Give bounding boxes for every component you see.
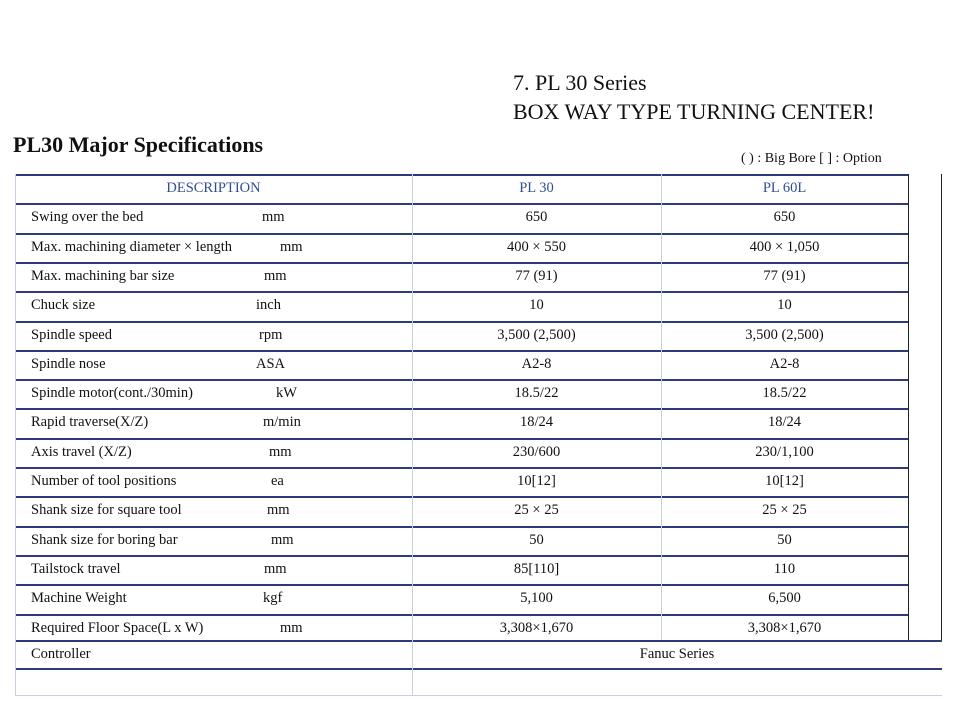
spec-unit: m/min	[263, 414, 301, 430]
spec-value-model-a: 18/24	[519, 414, 554, 430]
spec-value-model-b: 18.5/22	[762, 385, 807, 401]
spec-unit: ASA	[256, 356, 286, 372]
spec-value-model-a: A2-8	[521, 356, 552, 372]
table-row	[15, 350, 942, 379]
table-rule	[15, 379, 908, 381]
table-rule	[15, 350, 908, 352]
spec-label: Swing over the bed	[31, 209, 144, 225]
table-rule	[15, 438, 908, 440]
page-title: PL30 Major Specifications	[13, 132, 264, 157]
table-row	[15, 438, 942, 467]
spec-value-model-b: 650	[773, 209, 796, 225]
spec-value-model-a: 85[110]	[513, 561, 560, 577]
table-row	[15, 379, 942, 408]
table-row	[15, 233, 942, 262]
spec-value-model-b: 3,500 (2,500)	[745, 327, 824, 343]
spec-value-model-b: 400 × 1,050	[749, 239, 820, 255]
table-border-bottom	[15, 695, 942, 696]
spec-label: Machine Weight	[31, 590, 127, 606]
table-row	[15, 408, 942, 437]
spec-label: Spindle motor(cont./30min)	[31, 385, 193, 401]
document-heading	[513, 68, 874, 126]
spec-label: Number of tool positions	[31, 473, 177, 489]
spec-value-model-b: A2-8	[769, 356, 800, 372]
table-column-divider	[661, 174, 662, 640]
table-rule	[15, 321, 908, 323]
table-row	[15, 496, 942, 525]
spec-value-model-b: 77 (91)	[763, 268, 806, 284]
spec-value-model-b: 6,500	[768, 590, 801, 606]
spec-value-model-a: 18.5/22	[514, 385, 559, 401]
table-column-divider	[941, 174, 942, 640]
spec-unit: mm	[280, 239, 303, 255]
spec-table	[15, 174, 942, 696]
spec-unit: mm	[262, 209, 285, 225]
spec-value-model-a: 25 × 25	[514, 502, 559, 518]
spec-value-model-b: 10	[777, 297, 792, 313]
table-rule	[15, 408, 908, 410]
table-row	[15, 291, 942, 320]
spec-value-model-b: 10[12]	[765, 473, 804, 489]
header-model-b: PL 60L	[762, 180, 807, 196]
spec-value-model-a: 50	[529, 532, 544, 548]
table-rule	[15, 467, 908, 469]
spec-label: Tailstock travel	[31, 561, 121, 577]
table-rule	[15, 174, 908, 176]
table-rule	[15, 203, 908, 205]
spec-label: Max. machining diameter × length	[31, 239, 233, 255]
table-rule	[15, 640, 942, 642]
spec-label: Max. machining bar size	[31, 268, 175, 284]
spec-unit: ea	[271, 473, 284, 489]
table-rule	[15, 584, 908, 586]
table-rule	[15, 555, 908, 557]
spec-value-model-a: 77 (91)	[515, 268, 558, 284]
table-row	[15, 526, 942, 555]
spec-unit: kgf	[263, 590, 283, 606]
table-column-divider	[412, 174, 413, 696]
table-row	[15, 584, 942, 613]
spec-unit: kW	[276, 385, 297, 401]
table-rule	[15, 496, 908, 498]
spec-unit: mm	[264, 268, 287, 284]
spec-label: Shank size for boring bar	[31, 532, 178, 548]
spec-value-model-b: 25 × 25	[762, 502, 807, 518]
table-column-divider	[15, 174, 16, 696]
table-row	[15, 262, 942, 291]
table-header-row	[15, 174, 942, 203]
spec-value-model-a: 230/600	[512, 444, 561, 460]
table-row	[15, 614, 942, 643]
table-rule	[15, 233, 908, 235]
table-rule	[15, 614, 908, 616]
spec-value-model-a: 400 × 550	[507, 239, 566, 255]
spec-label: Shank size for square tool	[31, 502, 182, 518]
table-rule	[15, 291, 908, 293]
table-row	[15, 555, 942, 584]
table-row	[15, 467, 942, 496]
legend-note: ( ) : Big Bore [ ] : Option	[741, 151, 882, 166]
table-rule	[15, 526, 908, 528]
spec-value-model-b: 230/1,100	[755, 444, 814, 460]
controller-value: Fanuc Series	[639, 646, 715, 662]
header-description: DESCRIPTION	[166, 180, 261, 196]
spec-value-model-a: 650	[525, 209, 548, 225]
spec-label: Spindle speed	[31, 327, 112, 343]
spec-unit: mm	[264, 561, 287, 577]
spec-value-model-b: 3,308×1,670	[747, 620, 822, 636]
table-row	[15, 321, 942, 350]
spec-label: Axis travel (X/Z)	[31, 444, 132, 460]
spec-value-model-a: 10	[529, 297, 544, 313]
spec-label: Rapid traverse(X/Z)	[31, 414, 149, 430]
spec-value-model-b: 50	[777, 532, 792, 548]
spec-label: Required Floor Space(L x W)	[31, 620, 204, 636]
series-title: 7. PL 30 Series	[513, 70, 647, 95]
controller-label: Controller	[31, 646, 91, 662]
spec-unit: inch	[256, 297, 281, 313]
spec-value-model-b: 110	[773, 561, 796, 577]
table-rule	[15, 262, 908, 264]
header-model-a: PL 30	[519, 180, 554, 196]
spec-unit: mm	[280, 620, 303, 636]
controller-row	[15, 640, 942, 669]
spec-label: Chuck size	[31, 297, 96, 313]
table-column-divider	[908, 174, 909, 640]
spec-unit: rpm	[259, 327, 283, 343]
series-subtitle: BOX WAY TYPE TURNING CENTER!	[513, 99, 875, 124]
spec-value-model-a: 5,100	[520, 590, 553, 606]
spec-unit: mm	[267, 502, 290, 518]
spec-label: Spindle nose	[31, 356, 106, 372]
spec-value-model-a: 10[12]	[517, 473, 556, 489]
spec-value-model-a: 3,500 (2,500)	[497, 327, 576, 343]
spec-value-model-a: 3,308×1,670	[499, 620, 574, 636]
table-row	[15, 203, 942, 232]
table-rule	[15, 668, 942, 670]
spec-value-model-b: 18/24	[767, 414, 802, 430]
spec-unit: mm	[269, 444, 292, 460]
spec-unit: mm	[271, 532, 294, 548]
